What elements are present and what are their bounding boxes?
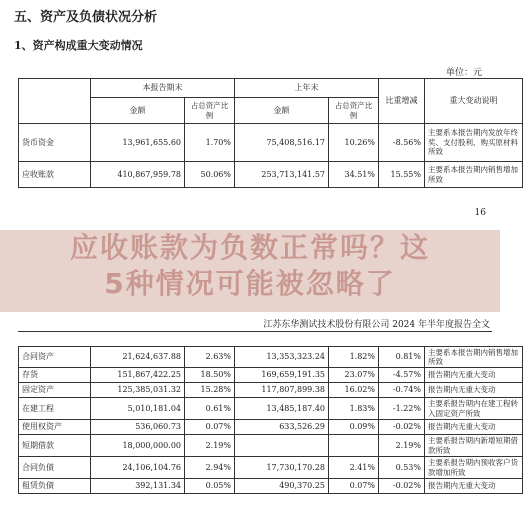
asset-table-top xyxy=(18,78,523,188)
row-ratio-current: 2.94% xyxy=(185,457,235,479)
row-ratio-current: 2.19% xyxy=(185,435,235,457)
table-row xyxy=(19,347,523,368)
header-explanation: 重大变动说明 xyxy=(425,79,523,124)
row-amount-current: 24,106,104.76 xyxy=(91,457,185,479)
row-ratio-prior: 23.07% xyxy=(329,368,379,383)
table-row xyxy=(19,398,523,420)
row-ratio-prior: 2.41% xyxy=(329,457,379,479)
asset-table-bottom xyxy=(18,346,523,494)
row-ratio-change: 0.81% xyxy=(379,347,425,368)
row-amount-prior: 17,730,170.28 xyxy=(235,457,329,479)
header-amount: 金额 xyxy=(91,98,185,124)
table-row xyxy=(19,420,523,435)
row-ratio-change: 15.55% xyxy=(379,162,425,188)
row-amount-current: 21,624,637.88 xyxy=(91,347,185,368)
table-row xyxy=(19,162,523,188)
row-ratio-change: -0.02% xyxy=(379,479,425,494)
row-ratio-prior: 0.09% xyxy=(329,420,379,435)
table-row xyxy=(19,479,523,494)
row-amount-prior: 169,659,191.35 xyxy=(235,368,329,383)
table-row xyxy=(19,124,523,162)
row-explanation: 主要系报告期内预收客户货款增加所致 xyxy=(425,457,523,479)
row-amount-current: 392,131.34 xyxy=(91,479,185,494)
row-item: 存货 xyxy=(19,368,91,383)
row-item: 应收账款 xyxy=(19,162,91,188)
row-explanation: 报告期内无重大变动 xyxy=(425,368,523,383)
unit-label: 单位：元 xyxy=(445,68,482,78)
row-amount-current: 125,385,031.32 xyxy=(91,383,185,398)
header-ratio: 占总资产比例 xyxy=(185,98,235,124)
row-ratio-change: -4.57% xyxy=(379,368,425,383)
row-ratio-prior: 10.26% xyxy=(329,124,379,162)
table-row xyxy=(19,383,523,398)
row-item: 固定资产 xyxy=(19,383,91,398)
row-ratio-current: 0.05% xyxy=(185,479,235,494)
row-amount-current: 13,961,655.60 xyxy=(91,124,185,162)
row-amount-prior: 633,526.29 xyxy=(235,420,329,435)
row-amount-prior: 490,370.25 xyxy=(235,479,329,494)
row-ratio-change: -1.22% xyxy=(379,398,425,420)
banner-line-2: 5种情况可能被忽略了 xyxy=(104,267,396,300)
row-item: 合同资产 xyxy=(19,347,91,368)
header-item xyxy=(19,79,91,124)
row-item: 在建工程 xyxy=(19,398,91,420)
banner-line-1: 应收账款为负数正常吗？这 xyxy=(69,231,430,264)
row-ratio-current: 0.07% xyxy=(185,420,235,435)
row-explanation: 报告期内无重大变动 xyxy=(425,383,523,398)
row-amount-current: 536,060.73 xyxy=(91,420,185,435)
row-item: 租赁负债 xyxy=(19,479,91,494)
row-explanation: 主要系本报告期内销售增加所致 xyxy=(425,347,523,368)
row-explanation: 报告期内无重大变动 xyxy=(425,479,523,494)
row-ratio-prior: 34.51% xyxy=(329,162,379,188)
row-amount-prior: 13,353,323.24 xyxy=(235,347,329,368)
row-amount-current: 410,867,959.78 xyxy=(91,162,185,188)
table-row xyxy=(19,368,523,383)
row-explanation: 主要系本报告期内销售增加所致 xyxy=(425,162,523,188)
row-item: 短期借款 xyxy=(19,435,91,457)
row-item: 使用权资产 xyxy=(19,420,91,435)
header-rule xyxy=(18,331,492,332)
row-amount-prior: 253,713,141.57 xyxy=(235,162,329,188)
row-ratio-change: 0.53% xyxy=(379,457,425,479)
row-explanation: 主要系报告期内新增短期借款所致 xyxy=(425,435,523,457)
row-ratio-change: -0.02% xyxy=(379,420,425,435)
row-ratio-current: 50.06% xyxy=(185,162,235,188)
table-row xyxy=(19,457,523,479)
row-amount-current: 151,867,422.25 xyxy=(91,368,185,383)
subsection-title: 1、资产构成重大变动情况 xyxy=(14,39,143,52)
row-ratio-change: -8.56% xyxy=(379,124,425,162)
row-ratio-current: 0.61% xyxy=(185,398,235,420)
row-item: 合同负债 xyxy=(19,457,91,479)
row-ratio-prior: 16.02% xyxy=(329,383,379,398)
row-ratio-current: 2.63% xyxy=(185,347,235,368)
row-ratio-current: 18.50% xyxy=(185,368,235,383)
row-ratio-prior: 1.82% xyxy=(329,347,379,368)
row-explanation: 报告期内无重大变动 xyxy=(425,420,523,435)
row-explanation: 主要系报告期内在建工程转入固定资产所致 xyxy=(425,398,523,420)
row-amount-prior xyxy=(235,435,329,457)
report-page-1 xyxy=(0,0,518,230)
header-amount: 金额 xyxy=(235,98,329,124)
table-row xyxy=(19,435,523,457)
row-amount-prior: 117,807,899.38 xyxy=(235,383,329,398)
row-ratio-current: 15.28% xyxy=(185,383,235,398)
header-current-period: 本报告期末 xyxy=(91,79,235,98)
row-ratio-change: 2.19% xyxy=(379,435,425,457)
row-ratio-prior: 0.07% xyxy=(329,479,379,494)
row-amount-current: 18,000,000.00 xyxy=(91,435,185,457)
header-ratio: 占总资产比例 xyxy=(329,98,379,124)
row-ratio-change: -0.74% xyxy=(379,383,425,398)
page-number: 16 xyxy=(474,208,486,218)
header-prior-year: 上年末 xyxy=(235,79,379,98)
row-amount-current: 5,010,181.04 xyxy=(91,398,185,420)
page-header: 江苏东华测试技术股份有限公司 2024 年半年度报告全文 xyxy=(263,320,490,330)
row-amount-prior: 75,408,516.17 xyxy=(235,124,329,162)
overlay-banner xyxy=(0,230,500,302)
row-ratio-current: 1.70% xyxy=(185,124,235,162)
row-amount-prior: 13,485,187.40 xyxy=(235,398,329,420)
row-item: 货币资金 xyxy=(19,124,91,162)
section-title: 五、资产及负债状况分析 xyxy=(14,10,158,25)
header-ratio-change: 比重增减 xyxy=(379,79,425,124)
row-explanation: 主要系本报告期内发放年终奖、支付股利、购买原材料所致 xyxy=(425,124,523,162)
row-ratio-prior xyxy=(329,435,379,457)
row-ratio-prior: 1.83% xyxy=(329,398,379,420)
